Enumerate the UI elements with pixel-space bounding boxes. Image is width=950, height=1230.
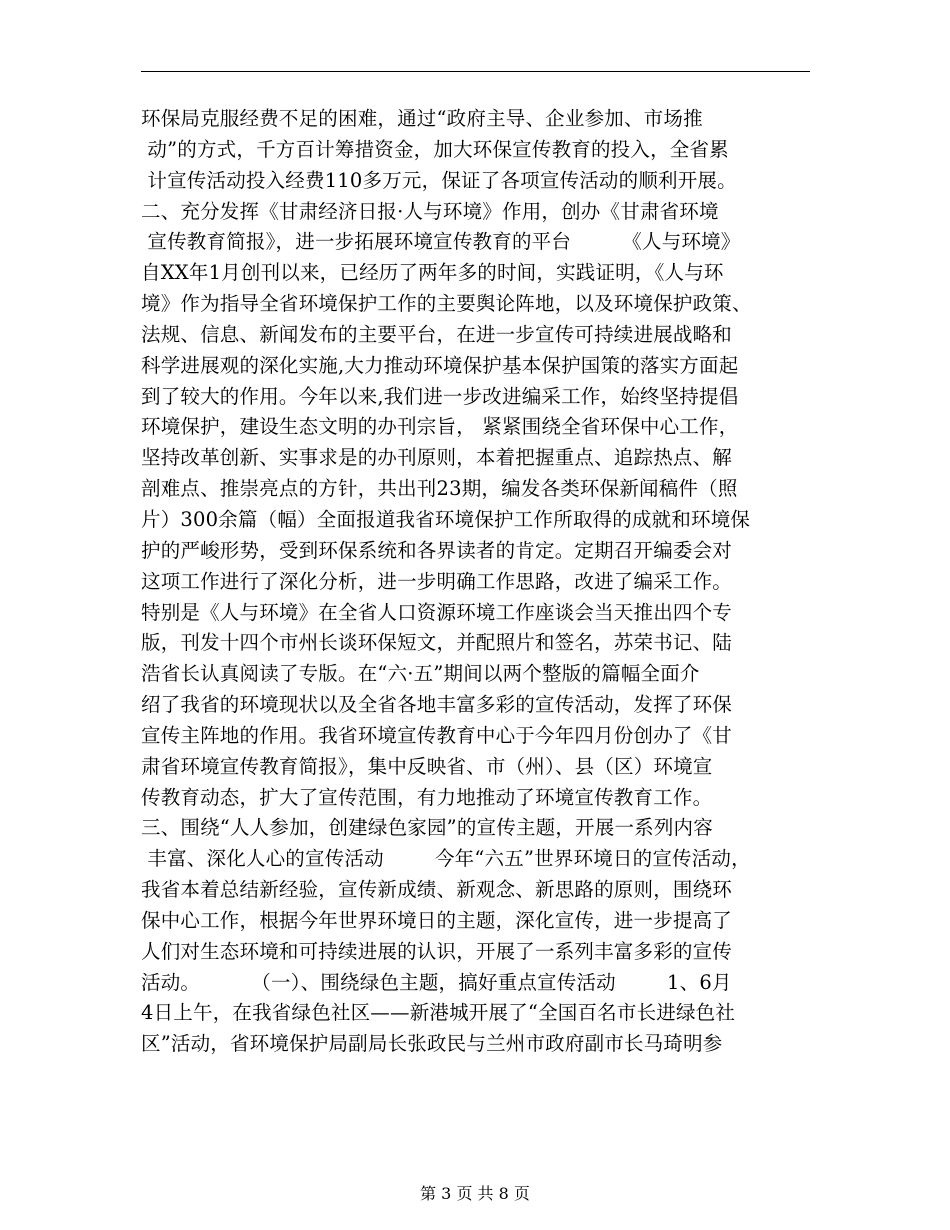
body-text-line: 二、充分发挥《甘肃经济日报·人与环境》作用，创办《甘肃省环境 <box>141 199 719 223</box>
body-text-line: 区”活动，省环境保护局副局长张政民与兰州市政府副市长马琦明参 <box>141 1032 723 1056</box>
body-text-line: 版，刊发十四个市州长谈环保短文，并配照片和签名，苏荣书记、陆 <box>141 631 733 655</box>
body-text-line: 自XX年1月创刊以来，已经历了两年多的时间，实践证明，《人与环 <box>141 261 724 285</box>
body-text-line: 这项工作进行了深化分析，进一步明确工作思路，改进了编采工作。 <box>141 569 733 593</box>
body-text-line: 绍了我省的环境现状以及全省各地丰富多彩的宣传活动，发挥了环保 <box>141 693 733 717</box>
body-text-line: 护的严峻形势，受到环保系统和各界读者的肯定。定期召开编委会对 <box>141 538 733 562</box>
body-text-line: 环保局克服经费不足的困难，通过“政府主导、企业参加、市场推 <box>141 107 703 130</box>
body-text-line: 肃省环境宣传教育简报》，集中反映省、市（州）、县（区）环境宣 <box>141 754 713 778</box>
body-text-line: 环境保护，建设生态文明的办刊宗旨， 紧紧围绕全省环保中心工作， <box>141 415 739 439</box>
body-text <box>141 104 821 1060</box>
body-text-line: 浩省长认真阅读了专版。在“六·五”期间以两个整版的篇幅全面介 <box>141 662 700 686</box>
body-text-line: 剖难点、推崇亮点的方针，共出刊23期，编发各类环保新闻稿件（照 <box>141 477 738 501</box>
body-text-line: 到了较大的作用。今年以来,我们进一步改进编采工作，始终坚持提倡 <box>141 384 739 408</box>
body-text-line: 科学进展观的深化实施,大力推动环境保护基本保护国策的落实方面起 <box>141 353 739 377</box>
body-text-line: 境》作为指导全省环境保护工作的主要舆论阵地，以及环境保护政策、 <box>141 292 752 316</box>
body-text-line: 我省本着总结新经验，宣传新成绩、新观念、新思路的原则，围绕环 <box>141 878 733 902</box>
body-text-line: 计宣传活动投入经费110多万元，保证了各项宣传活动的顺利开展。 <box>141 168 737 192</box>
header-rule <box>141 71 810 72</box>
body-text-line: 坚持改革创新、实事求是的办刊原则，本着把握重点、追踪热点、解 <box>141 446 733 470</box>
body-text-line: 片）300余篇（幅）全面报道我省环境保护工作所取得的成就和环境保 <box>141 507 751 531</box>
body-text-line: 4日上午，在我省绿色社区——新港城开展了“全国百名市长进绿色社 <box>141 1001 736 1025</box>
body-text-line: 传教育动态，扩大了宣传范围，有力地推动了环境宣传教育工作。 <box>141 785 713 809</box>
page-number-footer: 第 3 页 共 8 页 <box>420 1184 530 1203</box>
body-text-line: 法规、信息、新闻发布的主要平台，在进一步宣传可持续进展战略和 <box>141 322 733 346</box>
body-text-line: 宣传教育简报》，进一步拓展环境宣传教育的平台 《人与环境》 <box>141 230 741 254</box>
body-text-line: 丰富、深化人心的宣传活动 今年“六五”世界环境日的宣传活动， <box>141 847 751 871</box>
body-text-line: 人们对生态环境和可持续进展的认识，开展了一系列丰富多彩的宣传 <box>141 939 733 963</box>
body-text-line: 保中心工作，根据今年世界环境日的主题，深化宣传，进一步提高了 <box>141 908 733 932</box>
body-text-line: 活动。 （一）、围绕绿色主题，搞好重点宣传活动 1、6月 <box>141 970 732 994</box>
body-text-line: 三、围绕“人人参加，创建绿色家园”的宣传主题，开展一系列内容 <box>141 816 713 840</box>
body-text-line: 动”的方式，千方百计筹措资金，加大环保宣传教育的投入，全省累 <box>141 137 729 161</box>
body-text-line: 宣传主阵地的作用。我省环境宣传教育中心于今年四月份创办了《甘 <box>141 723 733 747</box>
body-text-line: 特别是《人与环境》在全省人口资源环境工作座谈会当天推出四个专 <box>141 600 733 624</box>
